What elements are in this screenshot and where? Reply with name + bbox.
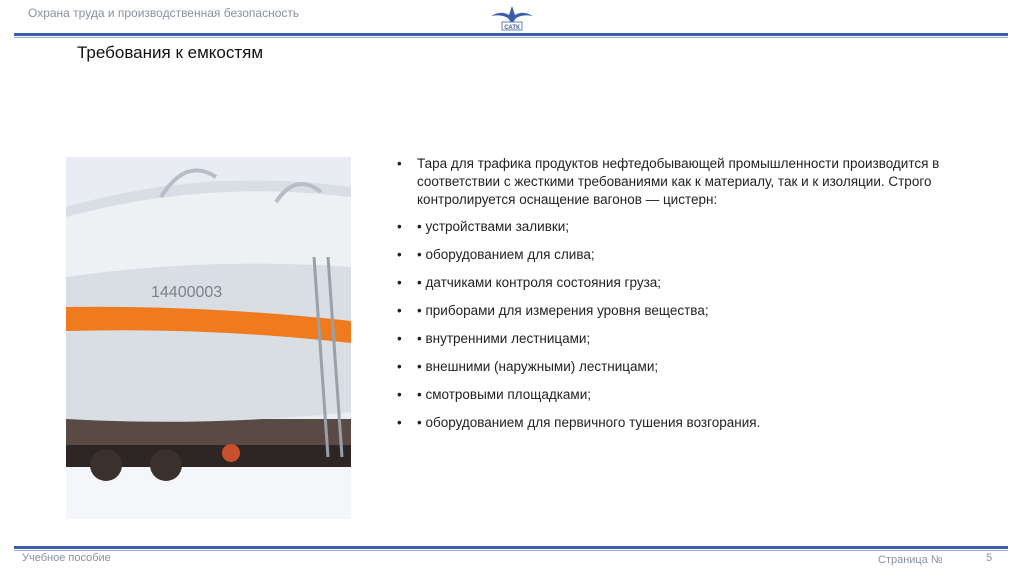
- list-item-text: • смотровыми площадками;: [417, 387, 591, 402]
- bullet-marker: •: [397, 359, 402, 374]
- list-item-text: Тара для трафика продуктов нефтедобывающей промышленности производится в соответствии с жесткими требованиями как к материалу, так и к изоляции. Строго контролируется оснащение вагонов — цистерн:: [417, 156, 940, 207]
- footer-rule: [14, 546, 1008, 549]
- footer-label: Учебное пособие: [22, 552, 111, 564]
- page-label: Страница №: [878, 554, 943, 566]
- bullet-marker: •: [397, 275, 402, 290]
- list-item-text: • приборами для измерения уровня вещества;: [417, 303, 709, 318]
- bullet-marker: •: [397, 415, 402, 430]
- list-item-text: • оборудованием для первичного тушения возгорания.: [417, 415, 761, 430]
- list-item: [397, 155, 997, 209]
- logo-text: САТК: [504, 25, 520, 31]
- list-item-text: • устройствами заливки;: [417, 219, 570, 234]
- requirements-list: [397, 155, 997, 442]
- list-item-text: • оборудованием для слива;: [417, 247, 595, 262]
- bullet-marker: •: [397, 247, 402, 262]
- bullet-marker: •: [397, 303, 402, 318]
- bullet-marker: •: [397, 331, 402, 346]
- footer-rule-thin: [14, 550, 1008, 551]
- list-item: [397, 218, 997, 236]
- bullet-marker: •: [397, 387, 402, 402]
- satk-logo-icon: [489, 2, 535, 32]
- header-rule-thin: [14, 37, 1008, 38]
- header-course-title: Охрана труда и производственная безопасность: [28, 6, 300, 20]
- bullet-marker: •: [397, 219, 402, 234]
- list-item: [397, 274, 997, 292]
- list-item-text: • внешними (наружными) лестницами;: [417, 359, 659, 374]
- wagon-number: 14400003: [151, 284, 223, 301]
- list-item: [397, 302, 997, 320]
- list-item: [397, 358, 997, 376]
- list-item: [397, 414, 997, 432]
- list-item: [397, 330, 997, 348]
- slide-title: Требования к емкостям: [77, 43, 264, 62]
- header-rule: [14, 33, 1008, 36]
- list-item: [397, 246, 997, 264]
- bullet-marker: •: [397, 156, 402, 171]
- list-item: [397, 386, 997, 404]
- list-item-text: • датчиками контроля состояния груза;: [417, 275, 662, 290]
- page-number: 5: [986, 552, 993, 564]
- tank-car-photo: [66, 157, 351, 519]
- list-item-text: • внутренними лестницами;: [417, 331, 591, 346]
